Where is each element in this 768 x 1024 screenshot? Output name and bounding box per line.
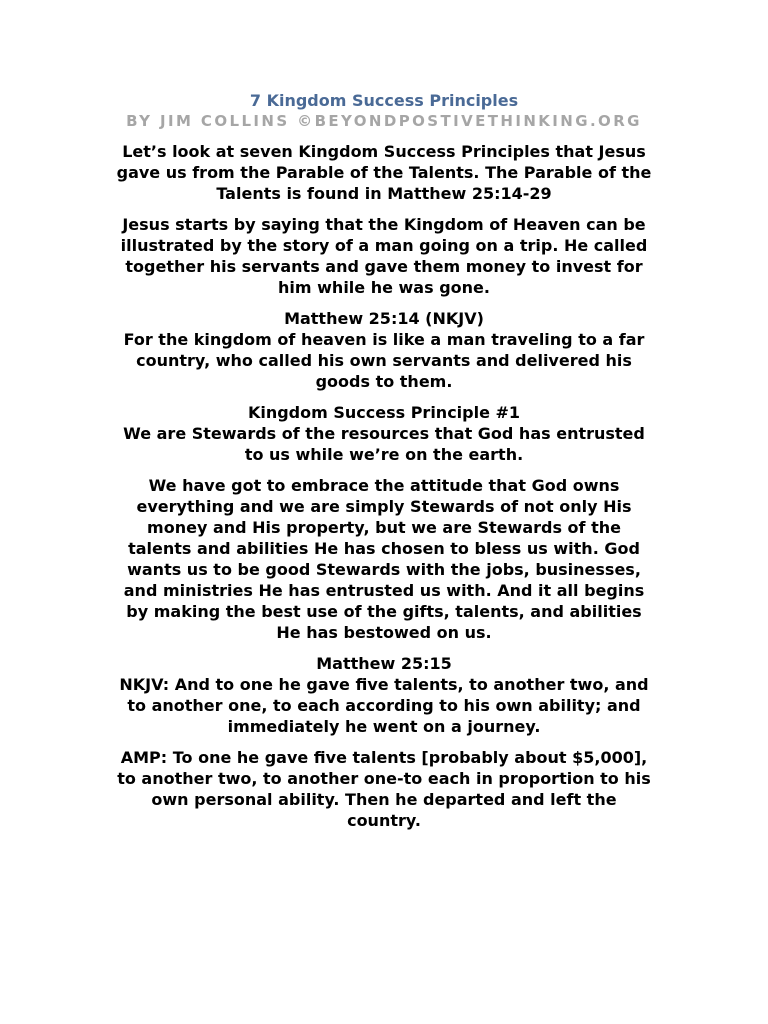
text-line: to another one, to each according to his own ability; and (127, 696, 641, 715)
text-line: goods to them. (315, 372, 453, 391)
text-line: We have got to embrace the attitude that God owns (148, 476, 620, 495)
document-byline: BY JIM COLLINS ©BEYONDPOSTIVETHINKING.ORG (126, 112, 642, 130)
paragraph-intro (88, 141, 680, 204)
document-page (88, 91, 680, 841)
text-line: For the kingdom of heaven is like a man traveling to a far (123, 330, 645, 349)
paragraph-principle-1 (88, 402, 680, 465)
text-line: and ministries He has entrusted us with. And it all begins (123, 581, 645, 600)
paragraph-matthew-25-15-nkjv (88, 653, 680, 737)
text-line: own personal ability. Then he departed and left the (151, 790, 617, 809)
text-line: NKJV: And to one he gave five talents, to another two, and (119, 675, 649, 694)
text-line: talents and abilities He has chosen to bless us with. God (128, 539, 640, 558)
text-line: money and His property, but we are Stewards of the (147, 518, 621, 537)
text-line: gave us from the Parable of the Talents. The Parable of the (116, 163, 652, 182)
text-line: Jesus starts by saying that the Kingdom of Heaven can be (122, 215, 646, 234)
document-title: 7 Kingdom Success Principles (249, 91, 519, 110)
text-line: country, who called his own servants and delivered his (136, 351, 632, 370)
text-line: to another two, to another one-to each in proportion to his (117, 769, 651, 788)
text-line: everything and we are simply Stewards of not only His (136, 497, 632, 516)
text-line: together his servants and gave them money to invest for (125, 257, 643, 276)
text-line: We are Stewards of the resources that God has entrusted (123, 424, 645, 443)
paragraph-jesus-starts (88, 214, 680, 298)
text-line: AMP: To one he gave five talents [probably about $5,000], (120, 748, 648, 767)
text-line: Talents is found in Matthew 25:14-29 (216, 184, 552, 203)
paragraph-matthew-25-14 (88, 308, 680, 392)
principle-heading: Kingdom Success Principle #1 (247, 403, 521, 422)
text-line: country. (347, 811, 421, 830)
verse-reference: Matthew 25:14 (NKJV) (284, 309, 484, 328)
text-line: illustrated by the story of a man going on a trip. He called (120, 236, 648, 255)
text-line: wants us to be good Stewards with the jobs, businesses, (127, 560, 641, 579)
paragraph-matthew-25-15-amp (88, 747, 680, 831)
verse-reference: Matthew 25:15 (316, 654, 452, 673)
text-line: He has bestowed on us. (276, 623, 492, 642)
text-line: by making the best use of the gifts, talents, and abilities (126, 602, 642, 621)
text-line: to us while we’re on the earth. (244, 445, 524, 464)
paragraph-stewards (88, 475, 680, 643)
text-line: immediately he went on a journey. (227, 717, 541, 736)
text-line: him while he was gone. (278, 278, 490, 297)
text-line: Let’s look at seven Kingdom Success Principles that Jesus (122, 142, 646, 161)
